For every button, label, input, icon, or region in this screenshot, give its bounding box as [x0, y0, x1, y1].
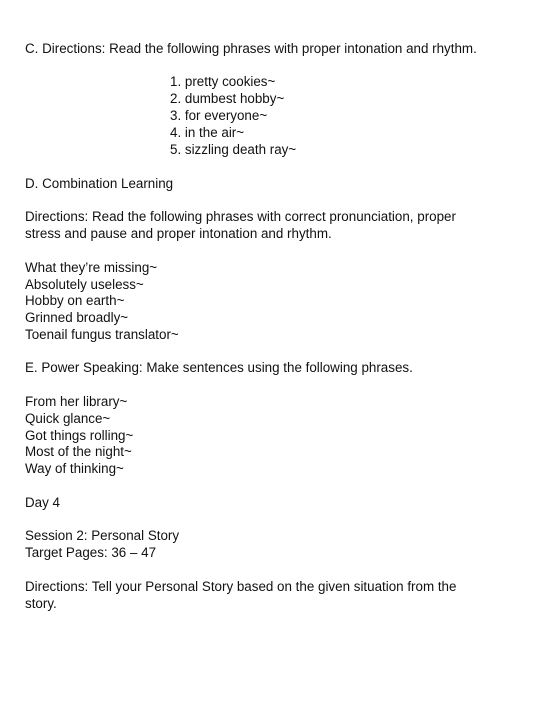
target-pages: Target Pages: 36 – 47: [25, 545, 157, 560]
power-speaking-phrase: Got things rolling~: [25, 428, 134, 443]
power-speaking-phrase: Most of the night~: [25, 444, 132, 459]
combination-phrase: Absolutely useless~: [25, 277, 144, 292]
session-title: Session 2: Personal Story: [25, 528, 180, 543]
section-d-heading: D. Combination Learning: [25, 176, 174, 191]
power-speaking-phrase: From her library~: [25, 394, 128, 409]
session-directions: Directions: Tell your Personal Story based on the given situation from the: [25, 579, 457, 594]
section-d-directions: stress and pause and proper intonation and rhythm.: [25, 226, 332, 241]
intonation-item: 1. pretty cookies~: [170, 74, 276, 89]
day-heading: Day 4: [25, 495, 60, 510]
section-e-heading: E. Power Speaking: Make sentences using the following phrases.: [25, 360, 413, 375]
section-d-directions: Directions: Read the following phrases with correct pronunciation, proper: [25, 209, 456, 224]
intonation-item: 3. for everyone~: [170, 108, 268, 123]
intonation-item: 4. in the air~: [170, 125, 245, 140]
intonation-item: 2. dumbest hobby~: [170, 91, 285, 106]
combination-phrase: Toenail fungus translator~: [25, 327, 179, 342]
section-c-heading: C. Directions: Read the following phrases with proper intonation and rhythm.: [25, 41, 477, 56]
power-speaking-phrase: Way of thinking~: [25, 461, 124, 476]
combination-phrase: Hobby on earth~: [25, 293, 125, 308]
session-directions: story.: [25, 596, 57, 611]
combination-phrase: What they’re missing~: [25, 260, 158, 275]
intonation-item: 5. sizzling death ray~: [170, 142, 297, 157]
combination-phrase: Grinned broadly~: [25, 310, 129, 325]
power-speaking-phrase: Quick glance~: [25, 411, 111, 426]
